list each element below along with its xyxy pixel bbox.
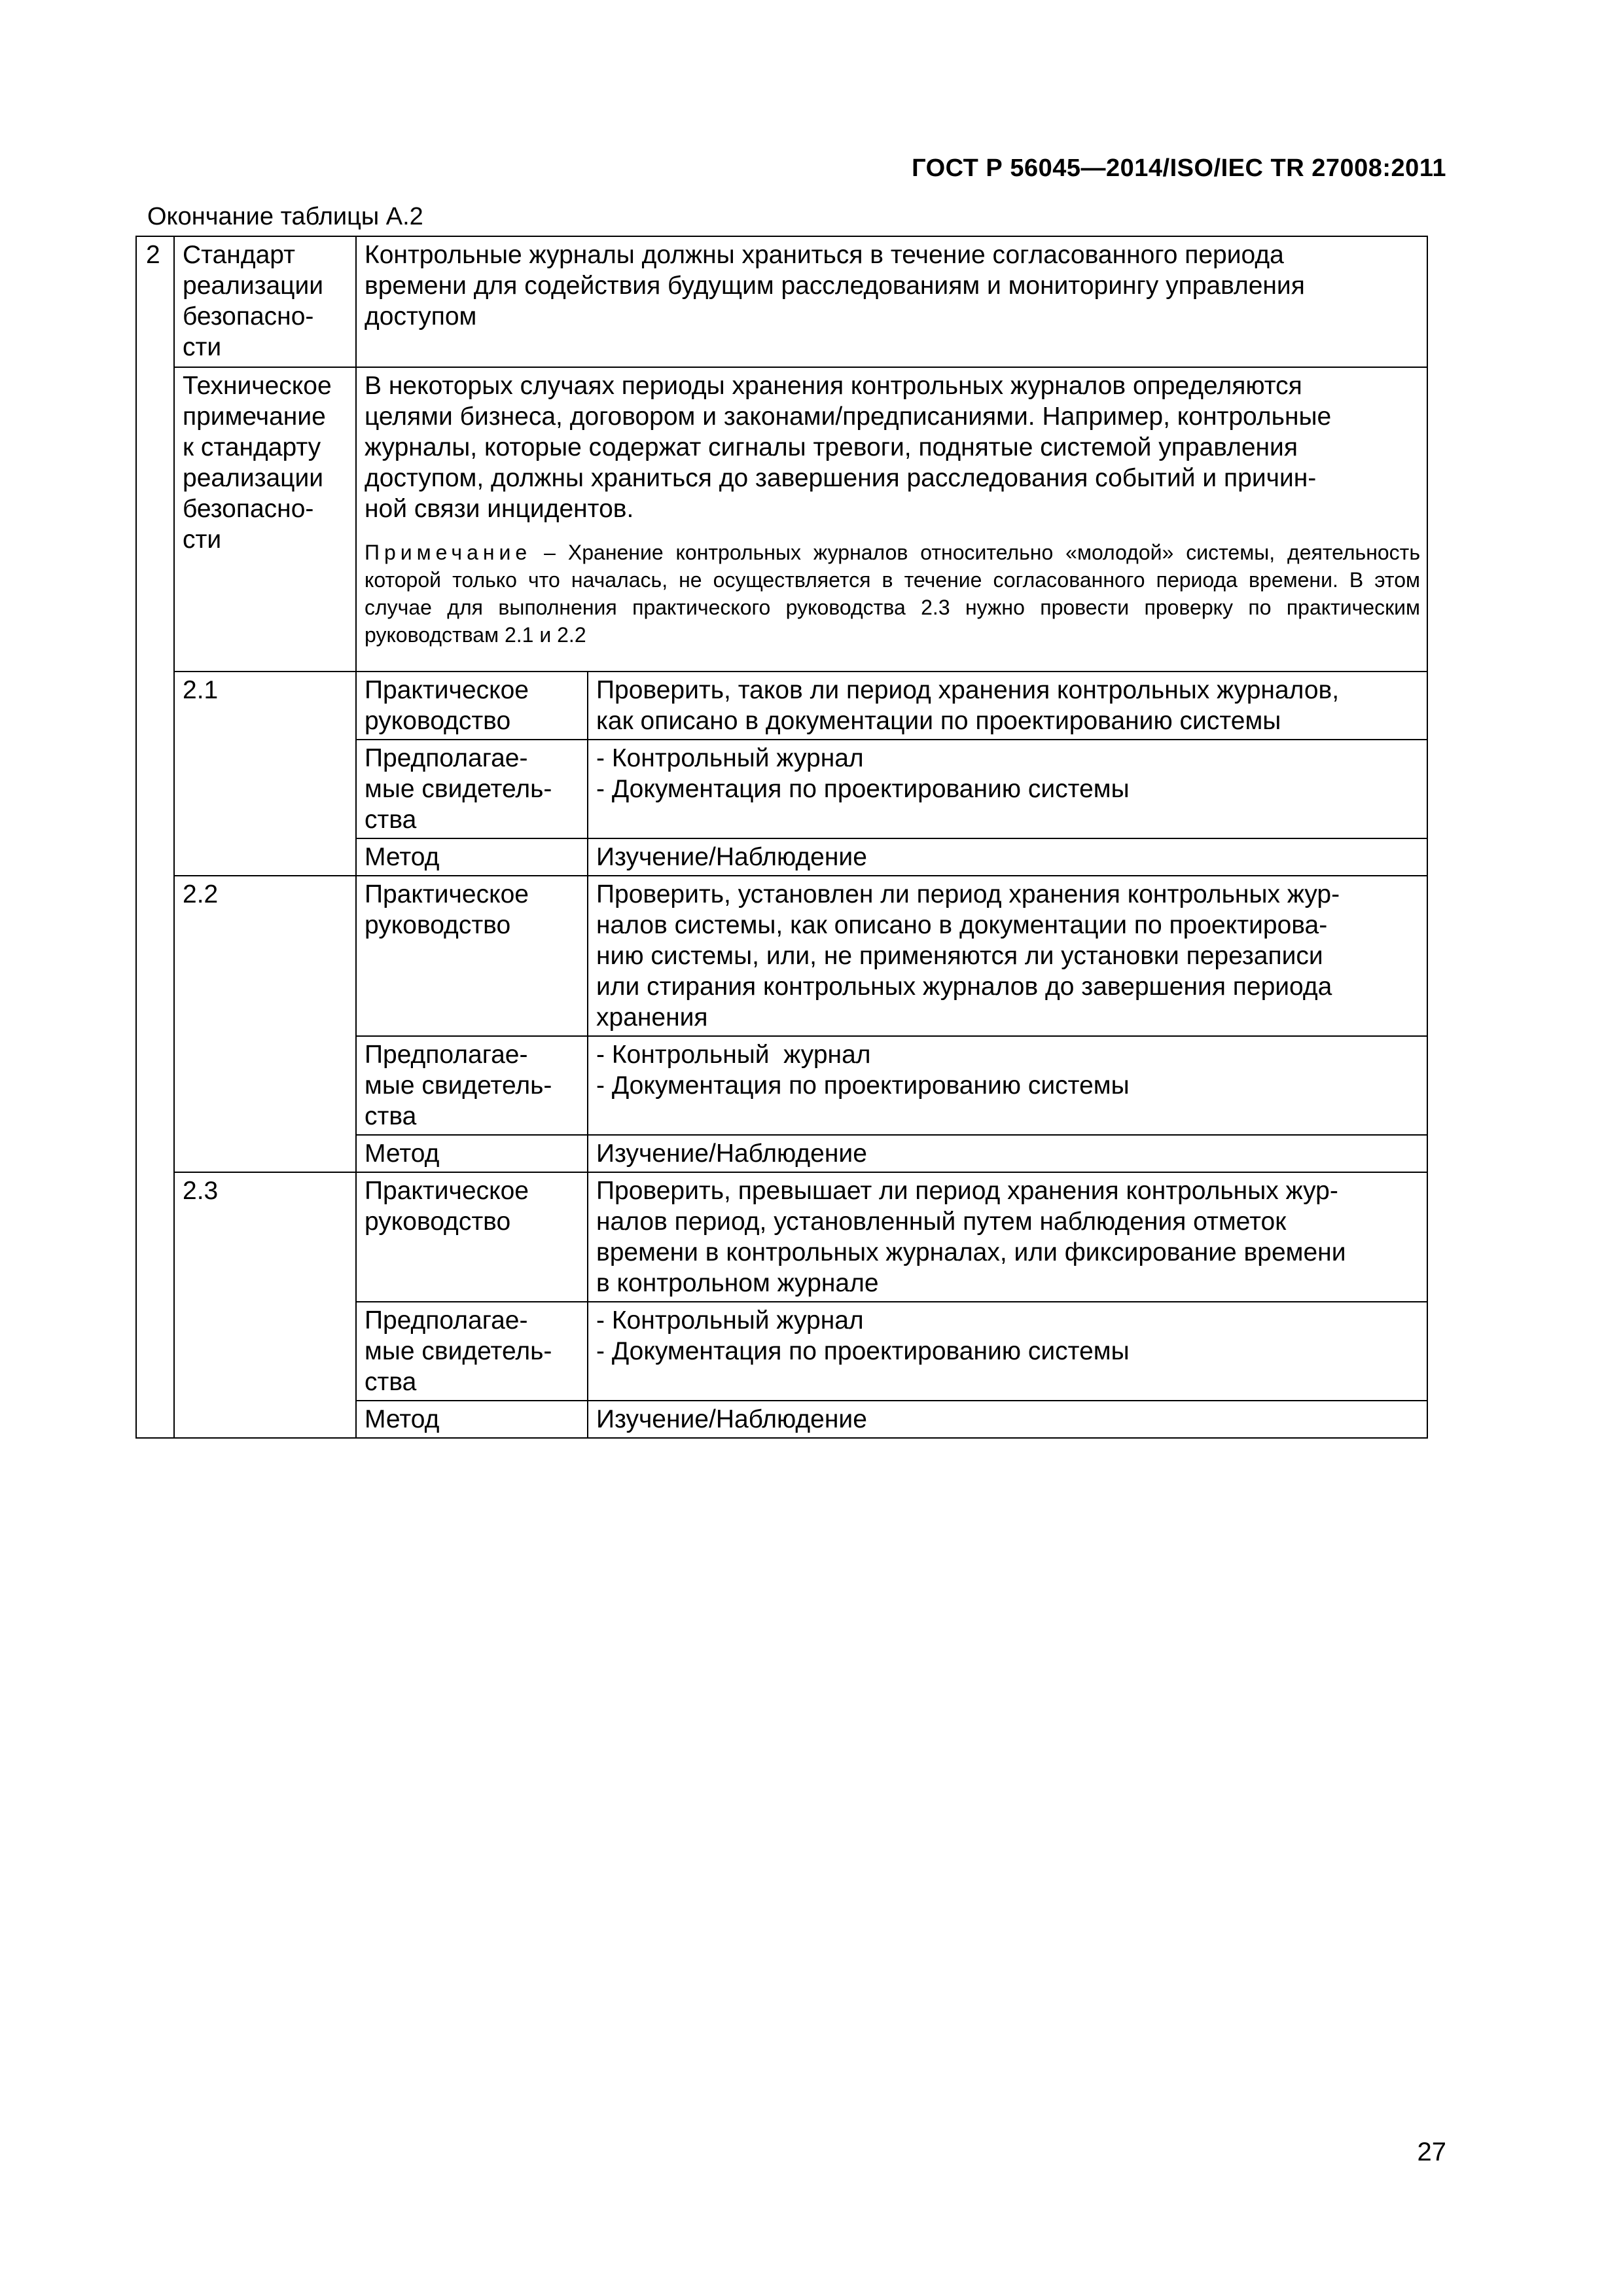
method-label-2-1: Метод <box>356 838 588 876</box>
method-value-2-3: Изучение/Наблюдение <box>588 1401 1427 1438</box>
guidance-label-2-1: Практическое руководство <box>356 672 588 740</box>
standard-label: Стандарт реализации безопасно- сти <box>174 236 356 367</box>
document-header: ГОСТ Р 56045—2014/ISO/IEC TR 27008:2011 <box>912 154 1446 182</box>
method-value-2-2: Изучение/Наблюдение <box>588 1135 1427 1172</box>
table-row-guidance-2-2 <box>136 876 1427 1036</box>
table-row-guidance-2-1 <box>136 672 1427 740</box>
note-label: Примечание <box>365 541 532 564</box>
note-text: – Хранение контрольных журналов относительно «молодой» системы, деятельность которой только что началась, не осуществляется в течение согласованного периода времени. В этом случае для выполнения практического руководства 2.3 нужно провести проверку по практическим руководствам 2.1 и 2.2 <box>365 541 1421 647</box>
evidence-label-2-3: Предполагае- мые свидетель- ства <box>356 1302 588 1401</box>
table-row-standard <box>136 236 1427 367</box>
evidence-label-2-1: Предполагае- мые свидетель- ства <box>356 740 588 838</box>
table-a2 <box>135 236 1428 1439</box>
section-id-2-3: 2.3 <box>174 1172 356 1438</box>
section-id-2-1: 2.1 <box>174 672 356 876</box>
guidance-text-2-1: Проверить, таков ли период хранения контрольных журналов, как описано в документации по проектированию системы <box>588 672 1427 740</box>
table-row-guidance-2-3 <box>136 1172 1427 1302</box>
page-number: 27 <box>1417 2138 1446 2166</box>
table-row-tech-note <box>136 367 1427 672</box>
evidence-list-2-1: - Контрольный журнал - Документация по проектированию системы <box>588 740 1427 838</box>
method-label-2-3: Метод <box>356 1401 588 1438</box>
evidence-list-2-3: - Контрольный журнал - Документация по проектированию системы <box>588 1302 1427 1401</box>
note-paragraph <box>365 539 1420 649</box>
method-label-2-2: Метод <box>356 1135 588 1172</box>
guidance-text-2-3: Проверить, превышает ли период хранения контрольных жур- налов период, установленный путем наблюдения отметок времени в контрольных журналах, или фиксирование времени в контрольном журнале <box>588 1172 1427 1302</box>
table-caption: Окончание таблицы А.2 <box>147 203 423 230</box>
method-value-2-1: Изучение/Наблюдение <box>588 838 1427 876</box>
guidance-label-2-2: Практическое руководство <box>356 876 588 1036</box>
evidence-label-2-2: Предполагае- мые свидетель- ства <box>356 1036 588 1135</box>
tech-note-text: В некоторых случаях периоды хранения контрольных журналов определяются целями бизнеса, договором и законами/предписаниями. Например, контрольные журналы, которые содержат сигналы тревоги, поднятые системой управления доступом, должны храниться до завершения расследования событий и причин- ной связи инцидентов. Примечание – Хранение контрольных журналов относительно «молодой» системы, деятельность которой только что началась, не осуществляется в течение согласованного периода времени. В этом случае для выполнения практического руководства 2.3 нужно провести проверку по практическим руководствам 2.1 и 2.2 <box>356 367 1427 672</box>
guidance-label-2-3: Практическое руководство <box>356 1172 588 1302</box>
section-id-2-2: 2.2 <box>174 876 356 1172</box>
evidence-list-2-2: - Контрольный журнал - Документация по проектированию системы <box>588 1036 1427 1135</box>
row-number: 2 <box>136 236 174 1438</box>
guidance-text-2-2: Проверить, установлен ли период хранения контрольных жур- налов системы, как описано в документации по проектирова- нию системы, или, не применяются ли установки перезаписи или стирания контрольных журналов до завершения периода хранения <box>588 876 1427 1036</box>
standard-text: Контрольные журналы должны храниться в течение согласованного периода времени для содействия будущим расследованиям и мониторингу управления доступом <box>356 236 1427 367</box>
tech-note-label: Техническое примечание к стандарту реализации безопасно- сти <box>174 367 356 672</box>
